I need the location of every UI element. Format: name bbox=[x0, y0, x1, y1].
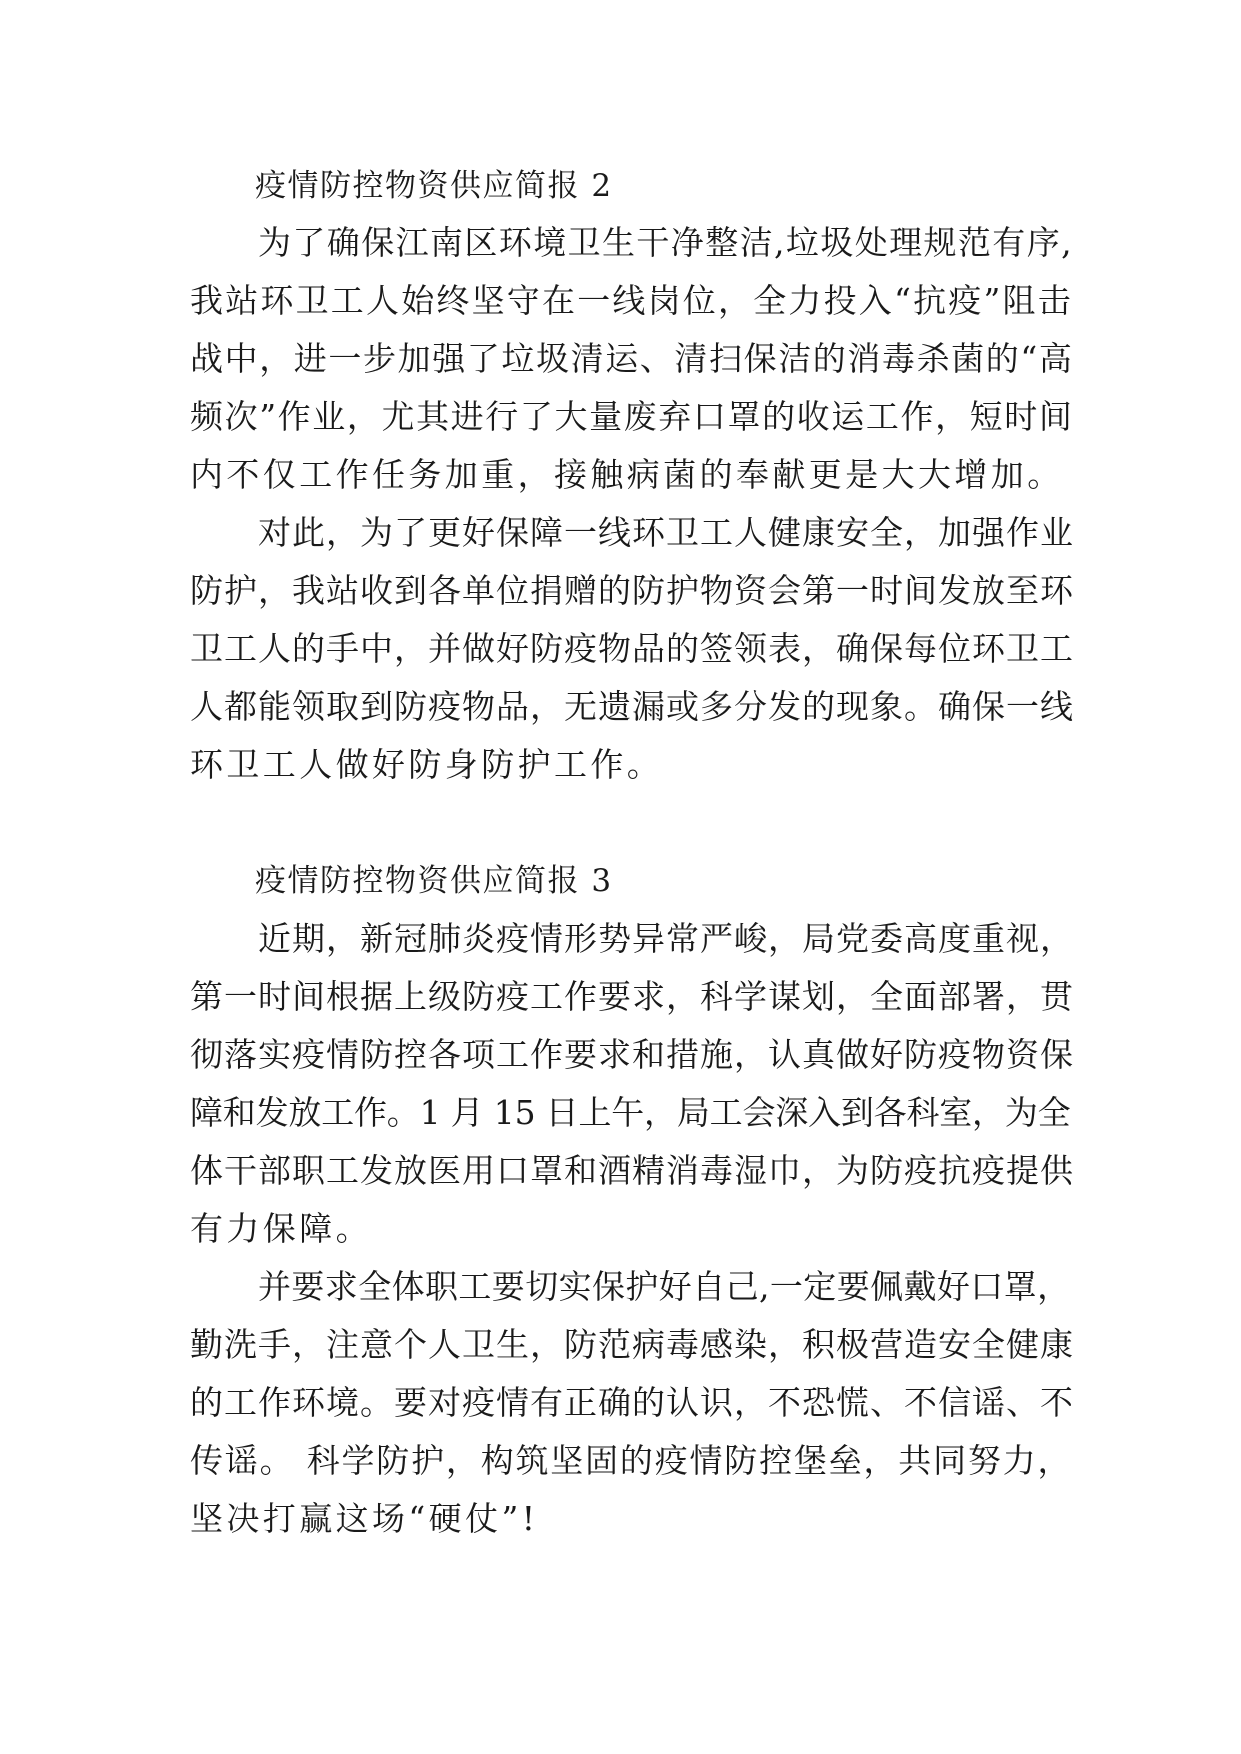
paragraph-line: 我站环卫工人始终坚守在一线岗位，全力投入“抗疫”阻击 bbox=[190, 281, 1073, 320]
paragraph-line: 近期，新冠肺炎疫情形势异常严峻，局党委高度重视， bbox=[258, 919, 1074, 958]
paragraph-line: 并要求全体职工要切实保护好自己,一定要佩戴好口罩， bbox=[258, 1267, 1071, 1306]
paragraph-line: 有力保障。 bbox=[190, 1209, 372, 1248]
paragraph-line: 障和发放工作。1 月 15 日上午，局工会深入到各科室，为全 bbox=[190, 1093, 1071, 1132]
paragraph-line: 勤洗手，注意个人卫生，防范病毒感染，积极营造安全健康 bbox=[190, 1325, 1074, 1364]
paragraph-line: 体干部职工发放医用口罩和酒精消毒湿巾，为防疫抗疫提供 bbox=[190, 1151, 1074, 1190]
paragraph-line: 为了确保江南区环境卫生干净整洁,垃圾处理规范有序, bbox=[258, 223, 1073, 262]
paragraph-line: 战中，进一步加强了垃圾清运、清扫保洁的消毒杀菌的“高 bbox=[190, 339, 1074, 378]
paragraph-line: 人都能领取到防疫物品，无遗漏或多分发的现象。确保一线 bbox=[190, 687, 1074, 726]
paragraph-line: 坚决打赢这场“硬仗”! bbox=[190, 1499, 539, 1538]
paragraph-line: 彻落实疫情防控各项工作要求和措施，认真做好防疫物资保 bbox=[190, 1035, 1074, 1074]
paragraph-line: 内不仅工作任务加重，接触病菌的奉献更是大大增加。 bbox=[190, 455, 1064, 494]
paragraph-line: 传谣。 科学防护，构筑坚固的疫情防控堡垒，共同努力， bbox=[190, 1441, 1073, 1480]
section-title-2: 疫情防控物资供应简报 2 bbox=[255, 168, 613, 204]
paragraph-line: 频次”作业，尤其进行了大量废弃口罩的收运工作，短时间 bbox=[190, 397, 1074, 436]
paragraph-line: 卫工人的手中，并做好防疫物品的签领表，确保每位环卫工 bbox=[190, 629, 1074, 668]
paragraph-line: 第一时间根据上级防疫工作要求，科学谋划，全面部署，贯 bbox=[190, 977, 1074, 1016]
section-title-3: 疫情防控物资供应简报 3 bbox=[255, 863, 613, 899]
paragraph-line: 的工作环境。要对疫情有正确的认识，不恐慌、不信谣、不 bbox=[190, 1383, 1074, 1422]
paragraph-line: 防护，我站收到各单位捐赠的防护物资会第一时间发放至环 bbox=[190, 571, 1074, 610]
paragraph-line: 对此，为了更好保障一线环卫工人健康安全，加强作业 bbox=[258, 513, 1074, 552]
paragraph-line: 环卫工人做好防身防护工作。 bbox=[190, 745, 664, 784]
